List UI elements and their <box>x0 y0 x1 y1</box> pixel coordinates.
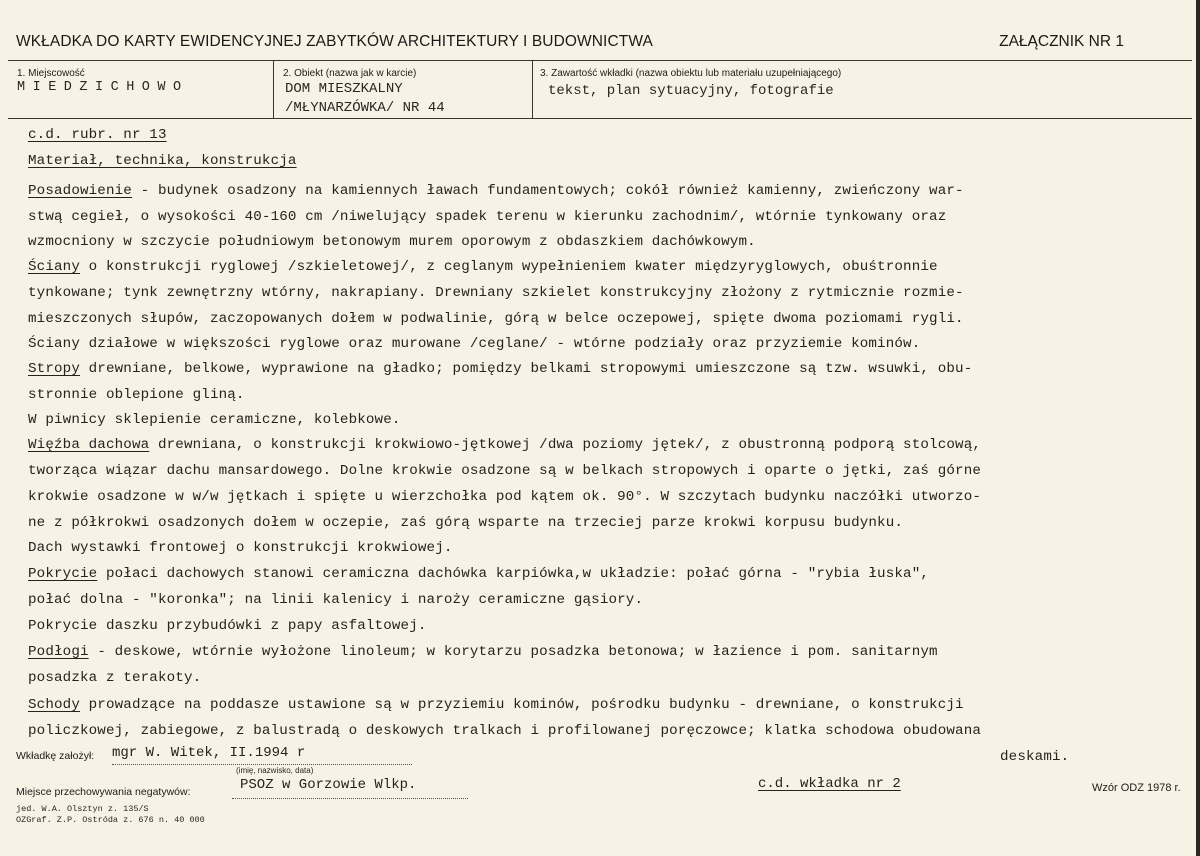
storage-label: Miejsce przechowywania negatywów: <box>16 786 191 798</box>
text-span: - deskowe, wtórnie wyłożone linoleum; w korytarzu posadzka betonowa; w łazience i pom. sanitarnym <box>88 644 938 660</box>
text-line <box>28 436 981 454</box>
content-value: tekst, plan sytuacyjny, fotografie <box>548 83 834 99</box>
storage-value: PSOZ w Gorzowie Wlkp. <box>240 777 417 793</box>
continuation-note: c.d. wkładka nr 2 <box>758 776 901 792</box>
locality-label: 1. Miejscowość <box>17 68 85 79</box>
locality-value: MIEDZICHOWO <box>17 80 189 95</box>
text-line <box>28 360 972 378</box>
text-line <box>28 182 964 200</box>
object-value-line2: /MŁYNARZÓWKA/ NR 44 <box>285 100 445 116</box>
text-line: tynkowane; tynk zewnętrzny wtórny, nakrapiany. Drewniany szkielet konstrukcyjny złożony z rytmicznie rozmie- <box>28 285 964 301</box>
field-divider-2 <box>532 61 533 118</box>
text-line: mieszczonych słupów, zaczopowanych dołem w podwalinie, górą w belce oczepowej, spięte dwoma poziomami rygli. <box>28 311 964 327</box>
text-line: wzmocniony w szczycie południowym betonowym murem oporowym z obdaszkiem dachówkowym. <box>28 234 756 250</box>
subsection-label: Więźba dachowa <box>28 437 150 453</box>
text-span: drewniana, o konstrukcji krokwiowo-jętkowej /dwa poziomy jętek/, z obustronną podporą stolcową, <box>149 437 982 453</box>
section-heading: Materiał, technika, konstrukcja <box>28 153 297 169</box>
subsection-label: Schody <box>28 697 80 713</box>
subsection-label: Pokrycie <box>28 566 98 582</box>
text-line: posadzka z terakoty. <box>28 670 202 686</box>
printer-info-2: OZGraf. Z.P. Ostróda z. 676 n. 40 000 <box>16 815 205 825</box>
storage-dotted-line <box>232 798 468 799</box>
object-label: 2. Obiekt (nazwa jak w karcie) <box>283 68 417 79</box>
text-span: prowadzące na poddasze ustawione są w przyziemiu kominów, pośrodku budynku - drewniane, o konstrukcji <box>79 697 964 713</box>
text-line: policzkowej, zabiegowe, z balustradą o deskowych tralkach i profilowanej poręczowce; klatka schodowa obudowana <box>28 723 982 739</box>
appendix-number: ZAŁĄCZNIK NR 1 <box>999 33 1124 50</box>
subsection-label: Posadowienie <box>28 183 132 199</box>
text-line: Ściany działowe w większości ryglowe oraz murowane /ceglane/ - wtórne podziały oraz przyziemie kominów. <box>28 336 921 352</box>
text-line: połać dolna - "koronka"; na linii kalenicy i naroży ceramiczne gąsiory. <box>28 592 644 608</box>
subsection-label: Podłogi <box>28 644 89 660</box>
text-line: Dach wystawki frontowej o konstrukcji krokwiowej. <box>28 540 453 556</box>
author-value: mgr W. Witek, II.1994 r <box>112 745 306 761</box>
author-dotted-line <box>112 764 412 765</box>
continuation-heading: c.d. rubr. nr 13 <box>28 127 167 143</box>
content-label: 3. Zawartość wkładki (nazwa obiektu lub materiału uzupełniającego) <box>540 68 842 79</box>
text-line <box>28 696 964 714</box>
text-line: tworząca wiązar dachu mansardowego. Dolne krokwie osadzone są w belkach stropowych i oparte o jętki, zaś górne <box>28 463 982 479</box>
printer-info-1: jed. W.A. Olsztyn z. 135/S <box>16 804 149 814</box>
form-title: WKŁADKA DO KARTY EWIDENCYJNEJ ZABYTKÓW ARCHITEKTURY I BUDOWNICTWA <box>16 33 653 50</box>
text-line: deskami. <box>1000 749 1070 765</box>
header-divider <box>8 60 1192 61</box>
object-value-line1: DOM MIESZKALNY <box>285 81 403 97</box>
text-line: stwą cegieł, o wysokości 40-160 cm /niwelujący spadek terenu w kierunku zachodnim/, wtórnie tynkowany oraz <box>28 209 947 225</box>
author-label: Wkładkę założył: <box>16 750 95 762</box>
text-line: ne z półkrokwi osadzonych dołem w oczepie, zaś górą wsparte na trzeciej parze krokwi korpusu budynku. <box>28 515 904 531</box>
form-model: Wzór ODZ 1978 r. <box>1092 782 1181 794</box>
text-span: połaci dachowych stanowi ceramiczna dachówka karpiówka,w układzie: połać górna - "rybia łuska", <box>97 566 930 582</box>
field-divider-1 <box>273 61 274 118</box>
text-line: Pokrycie daszku przybudówki z papy asfaltowej. <box>28 618 427 634</box>
text-line: krokwie osadzone w w/w jętkach i spięte u wierzchołka pod kątem ok. 90°. W szczytach budynku naczółki utworzo- <box>28 489 982 505</box>
card-edge <box>1196 0 1200 856</box>
text-span: o konstrukcji ryglowej /szkieletowej/, z ceglanym wypełnieniem kwater międzyryglowych, obuśtronnie <box>79 259 938 275</box>
text-line: stronnie oblepione gliną. <box>28 387 245 403</box>
subsection-label: Stropy <box>28 361 80 377</box>
author-hint: (imię, nazwisko, data) <box>236 766 314 775</box>
text-span: - budynek osadzony na kamiennych ławach fundamentowych; cokół również kamienny, zwieńczony war- <box>131 183 964 199</box>
text-line <box>28 565 929 583</box>
text-span: drewniane, belkowe, wyprawione na gładko; pomiędzy belkami stropowymi umieszczone są tzw. wsuwki, obu- <box>79 361 973 377</box>
text-line <box>28 258 938 276</box>
subsection-label: Ściany <box>28 259 80 275</box>
text-line: W piwnicy sklepienie ceramiczne, kolebkowe. <box>28 412 401 428</box>
fields-divider <box>8 118 1192 119</box>
text-line <box>28 643 938 661</box>
